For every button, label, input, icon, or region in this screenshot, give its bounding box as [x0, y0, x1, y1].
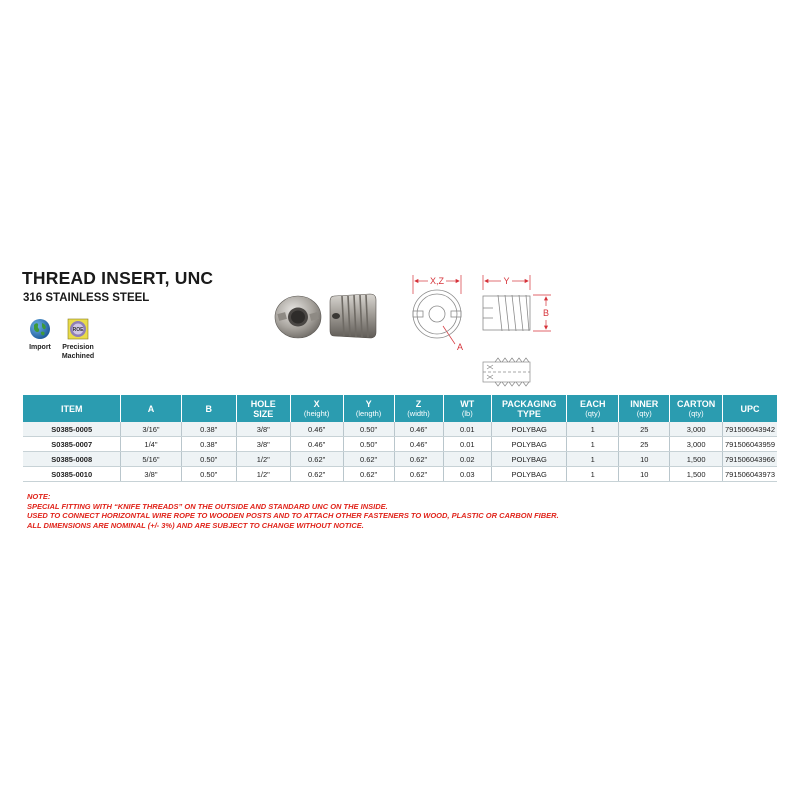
- item-number-cell: S0385-0005: [23, 422, 121, 437]
- precision-machined-icon: [67, 318, 89, 340]
- dim-label-xz: X,Z: [429, 276, 445, 286]
- import-badge: [22, 318, 58, 352]
- note-line-3: ALL DIMENSIONS ARE NOMINAL (+/- 3%) AND ARE SUBJECT TO CHANGE WITHOUT NOTICE.: [27, 520, 364, 530]
- precision-label-line1: Precision: [62, 344, 94, 351]
- table-cell: 0.46": [394, 437, 443, 452]
- table-cell: 1: [567, 467, 619, 482]
- table-cell: 1/2": [236, 467, 290, 482]
- table-cell: 25: [619, 437, 670, 452]
- table-cell: 10: [619, 452, 670, 467]
- table-cell: 0.02: [443, 452, 492, 467]
- table-header-row: [23, 395, 777, 422]
- table-cell: 0.50": [343, 437, 394, 452]
- dim-label-b: B: [542, 308, 550, 318]
- col-each-header: EACH (qty): [567, 395, 619, 422]
- table-cell: 0.46": [290, 437, 343, 452]
- col-b-header: B: [181, 395, 236, 422]
- table-cell: 0.62": [290, 452, 343, 467]
- table-cell: 3/8": [236, 422, 290, 437]
- table-cell: 3,000: [670, 437, 723, 452]
- col-a-header: A: [121, 395, 181, 422]
- table-cell: POLYBAG: [492, 437, 567, 452]
- table-cell: 0.62": [394, 467, 443, 482]
- table-cell: 1: [567, 437, 619, 452]
- col-x-header: X (height): [290, 395, 343, 422]
- table-cell: 0.38": [181, 422, 236, 437]
- globe-icon: [29, 318, 51, 340]
- col-carton-header: CARTON (qty): [670, 395, 723, 422]
- product-photo-side: [328, 288, 380, 344]
- spec-table: [23, 395, 777, 482]
- precision-label-line2: Machined: [61, 353, 95, 360]
- col-y-header: Y (length): [343, 395, 394, 422]
- precision-machined-badge: [58, 318, 98, 361]
- table-cell: 0.50": [181, 452, 236, 467]
- table-cell: 3/8": [121, 467, 181, 482]
- table-row: [23, 437, 777, 452]
- col-inner-header: INNER (qty): [619, 395, 670, 422]
- table-row: [23, 452, 777, 467]
- table-cell: 791506043942: [722, 422, 777, 437]
- table-cell: 0.62": [290, 467, 343, 482]
- import-label: Import: [29, 344, 51, 351]
- table-cell: 0.03: [443, 467, 492, 482]
- page-subtitle: 316 STAINLESS STEEL: [23, 292, 150, 304]
- section-view: [483, 358, 530, 386]
- table-cell: 25: [619, 422, 670, 437]
- table-row: [23, 467, 777, 482]
- table-body: [23, 422, 777, 482]
- table-cell: POLYBAG: [492, 452, 567, 467]
- col-packaging-header: PACKAGING TYPE: [492, 395, 567, 422]
- dimension-drawing: [405, 268, 565, 388]
- table-cell: 0.01: [443, 437, 492, 452]
- note-heading: NOTE:: [27, 492, 51, 501]
- item-number-cell: S0385-0010: [23, 467, 121, 482]
- col-upc-header: UPC: [722, 395, 777, 422]
- table-cell: 10: [619, 467, 670, 482]
- table-cell: POLYBAG: [492, 422, 567, 437]
- product-photo-front: [268, 292, 328, 342]
- table-cell: 791506043959: [722, 437, 777, 452]
- col-z-header: Z (width): [394, 395, 443, 422]
- table-cell: 5/16": [121, 452, 181, 467]
- notes: [27, 492, 787, 530]
- table-cell: 3/16": [121, 422, 181, 437]
- table-cell: 0.62": [394, 452, 443, 467]
- table-cell: 0.50": [343, 422, 394, 437]
- table-cell: 0.38": [181, 437, 236, 452]
- table-cell: 791506043966: [722, 452, 777, 467]
- table-row: [23, 422, 777, 437]
- note-line-1: SPECIAL FITTING WITH “KNIFE THREADS” ON THE OUTSIDE AND STANDARD UNC ON THE INSIDE.: [27, 501, 388, 511]
- col-hole-size-header: HOLE SIZE: [236, 395, 290, 422]
- table-cell: 1: [567, 452, 619, 467]
- table-cell: 1/4": [121, 437, 181, 452]
- table-cell: 791506043973: [722, 467, 777, 482]
- table-cell: 0.46": [290, 422, 343, 437]
- table-cell: 1,500: [670, 452, 723, 467]
- table-cell: 1: [567, 422, 619, 437]
- side-view: [483, 295, 530, 331]
- table-cell: 0.46": [394, 422, 443, 437]
- table-cell: 1,500: [670, 467, 723, 482]
- table-cell: 0.50": [181, 467, 236, 482]
- table-cell: 0.62": [343, 452, 394, 467]
- table-cell: 0.62": [343, 467, 394, 482]
- col-item-header: ITEM: [23, 395, 121, 422]
- page-title: THREAD INSERT, UNC: [22, 268, 214, 288]
- dim-label-y: Y: [503, 276, 510, 286]
- table-cell: POLYBAG: [492, 467, 567, 482]
- dim-label-a: A: [456, 342, 464, 352]
- precision-icon-text: ROE: [72, 326, 84, 333]
- table-cell: 3,000: [670, 422, 723, 437]
- item-number-cell: S0385-0008: [23, 452, 121, 467]
- table-cell: 3/8": [236, 437, 290, 452]
- item-number-cell: S0385-0007: [23, 437, 121, 452]
- end-view: [413, 290, 461, 338]
- table-cell: 1/2": [236, 452, 290, 467]
- col-wt-header: WT (lb): [443, 395, 492, 422]
- note-line-2: USED TO CONNECT HORIZONTAL WIRE ROPE TO WOODEN POSTS AND TO ATTACH OTHER FASTENERS TO WOOD, PLASTIC OR CARBON FIBER.: [27, 511, 559, 520]
- table-cell: 0.01: [443, 422, 492, 437]
